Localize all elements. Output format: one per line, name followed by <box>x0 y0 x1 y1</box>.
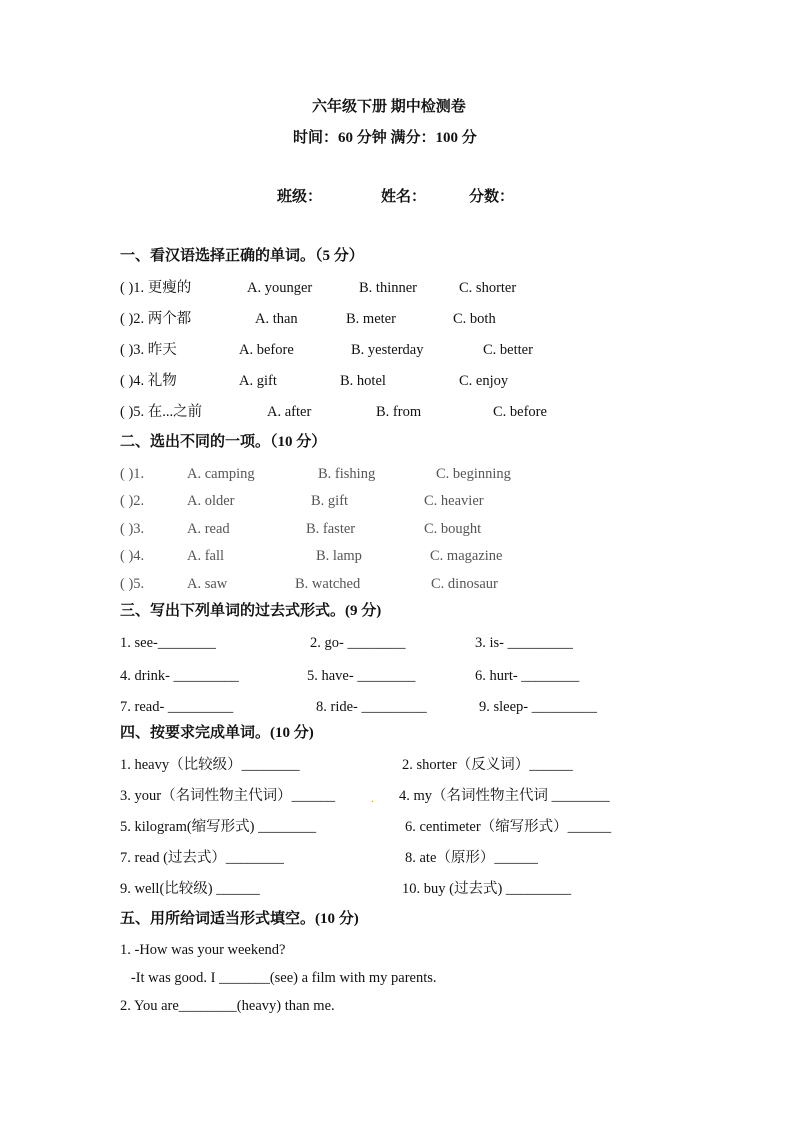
s3-item-3: 3. is- _________ <box>475 635 573 651</box>
s2-q3-option-a: A. read <box>187 521 230 537</box>
section5-heading: 五、用所给词适当形式填空。(10 分) <box>120 911 359 927</box>
section4-heading: 四、按要求完成单词。(10 分) <box>120 725 314 741</box>
s1-q4-option-a: A. gift <box>239 373 277 389</box>
s3-item-5: 5. have- ________ <box>307 668 416 684</box>
s2-q1-option-a: A. camping <box>187 466 255 482</box>
s1-q3-option-c: C. better <box>483 342 533 358</box>
s4-item-10: 10. buy (过去式) _________ <box>402 881 572 897</box>
s2-q5-number: ( )5. <box>120 576 145 592</box>
s1-q2-option-c: C. both <box>453 311 496 327</box>
class-label: 班级： <box>277 189 323 205</box>
section3-heading: 三、写出下列单词的过去式形式。(9 分) <box>120 603 382 619</box>
s1-q1-option-c: C. shorter <box>459 280 517 296</box>
s2-q2-option-b: B. gift <box>311 493 349 509</box>
s2-q4-option-c: C. magazine <box>430 548 503 564</box>
s4-item-5: 5. kilogram(缩写形式) ________ <box>120 819 317 835</box>
s2-q4-option-b: B. lamp <box>316 548 362 564</box>
s5-line-2: -It was good. I _______(see) a film with my parents. <box>120 970 437 986</box>
s4-item-7: 7. read (过去式）________ <box>120 850 284 866</box>
s2-q1-option-b: B. fishing <box>318 466 376 482</box>
s5-line-1: 1. -How was your weekend? <box>120 942 286 958</box>
s3-item-4: 4. drink- _________ <box>120 668 239 684</box>
s4-item-4: 4. my（名词性物主代词 ________ <box>399 788 610 804</box>
s5-line-3: 2. You are________(heavy) than me. <box>120 998 335 1014</box>
s2-q5-option-a: A. saw <box>187 576 228 592</box>
s4-item-6: 6. centimeter（缩写形式）______ <box>405 819 612 835</box>
s1-q2-number: ( )2. 两个都 <box>120 311 192 327</box>
s1-q1-number: ( )1. 更瘦的 <box>120 280 192 296</box>
s3-item-1: 1. see-________ <box>120 635 216 651</box>
s1-q1-option-b: B. thinner <box>359 280 417 296</box>
s3-item-9: 9. sleep- _________ <box>479 699 597 715</box>
s2-q2-option-a: A. older <box>187 493 235 509</box>
s4-item-1: 1. heavy（比较级）________ <box>120 757 300 773</box>
section1-heading: 一、看汉语选择正确的单词。（5 分） <box>120 248 364 264</box>
s1-q3-number: ( )3. 昨天 <box>120 342 177 358</box>
s1-q4-option-c: C. enjoy <box>459 373 509 389</box>
s3-item-8: 8. ride- _________ <box>316 699 427 715</box>
s2-q3-option-c: C. bought <box>424 521 482 537</box>
s1-q1-option-a: A. younger <box>247 280 313 296</box>
score-label: 分数： <box>469 189 515 205</box>
s1-q5-option-c: C. before <box>493 404 547 420</box>
exam-subtitle: 时间：60 分钟 满分：100 分 <box>293 130 477 146</box>
s1-q4-option-b: B. hotel <box>340 373 386 389</box>
s1-q2-option-a: A. than <box>255 311 298 327</box>
s4-item-2: 2. shorter（反义词）______ <box>402 757 573 773</box>
exam-title: 六年级下册 期中检测卷 <box>312 99 466 115</box>
s2-q2-number: ( )2. <box>120 493 145 509</box>
s1-q2-option-b: B. meter <box>346 311 396 327</box>
s4-item-8: 8. ate（原形）______ <box>405 850 538 866</box>
s1-q5-number: ( )5. 在...之前 <box>120 404 203 420</box>
s3-item-6: 6. hurt- ________ <box>475 668 580 684</box>
s2-q1-number: ( )1. <box>120 466 145 482</box>
s1-q5-option-a: A. after <box>267 404 312 420</box>
s2-q3-number: ( )3. <box>120 521 145 537</box>
stray-dot: . <box>371 791 374 805</box>
s1-q3-option-b: B. yesterday <box>351 342 424 358</box>
s4-item-3: 3. your（名词性物主代词）______ <box>120 788 336 804</box>
name-label: 姓名： <box>381 189 427 205</box>
s2-q4-option-a: A. fall <box>187 548 225 564</box>
s1-q4-number: ( )4. 礼物 <box>120 373 177 389</box>
s1-q3-option-a: A. before <box>239 342 294 358</box>
s2-q5-option-b: B. watched <box>295 576 361 592</box>
s3-item-7: 7. read- _________ <box>120 699 234 715</box>
s2-q3-option-b: B. faster <box>306 521 356 537</box>
s2-q4-number: ( )4. <box>120 548 145 564</box>
s4-item-9: 9. well(比较级) ______ <box>120 881 260 897</box>
s2-q1-option-c: C. beginning <box>436 466 511 482</box>
s1-q5-option-b: B. from <box>376 404 422 420</box>
s2-q2-option-c: C. heavier <box>424 493 484 509</box>
s2-q5-option-c: C. dinosaur <box>431 576 498 592</box>
s3-item-2: 2. go- ________ <box>310 635 406 651</box>
section2-heading: 二、选出不同的一项。（10 分） <box>120 434 327 450</box>
